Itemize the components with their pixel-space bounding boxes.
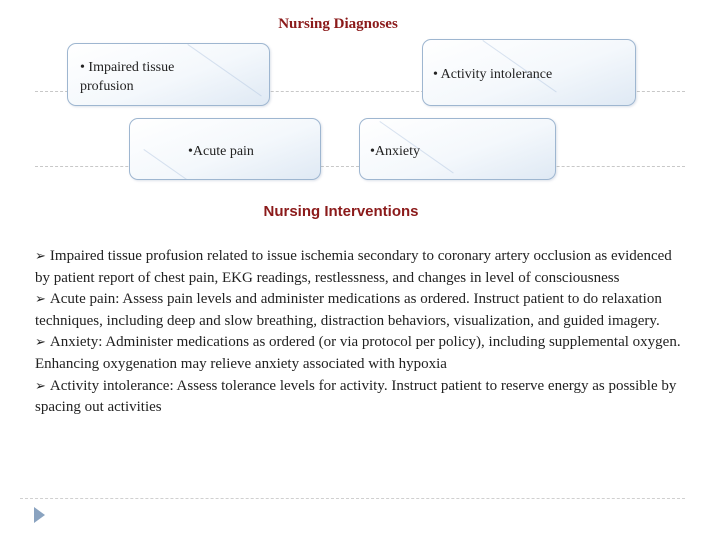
slide-title: Nursing Diagnoses — [278, 16, 398, 32]
arrow-bullet-icon: ➢ — [35, 292, 46, 308]
intervention-item — [35, 376, 685, 419]
diagnosis-box-impaired-tissue — [67, 43, 270, 106]
intervention-item — [35, 289, 685, 332]
diagnosis-label: •Anxiety — [370, 144, 421, 159]
diagnosis-label: • Activity intolerance — [433, 67, 553, 82]
intervention-text: Acute pain: Assess pain levels and administer medications as ordered. Instruct patient to do relaxation techniques, including deep and slow breathing, distraction behaviors, visualization, and guided imagery. — [35, 291, 662, 329]
play-triangle-icon[interactable] — [34, 507, 45, 523]
intervention-text: Impaired tissue profusion related to issue ischemia secondary to coronary artery occlusion as evidenced by patient report of chest pain, EKG readings, restlessness, and changes in level of consciousness — [35, 248, 672, 286]
footer-divider — [20, 498, 685, 499]
arrow-bullet-icon: ➢ — [35, 378, 46, 394]
diagnosis-box-acute-pain — [129, 118, 321, 180]
arrow-bullet-icon: ➢ — [35, 335, 46, 351]
diagnosis-label: •Acute pain — [188, 144, 254, 159]
arrow-bullet-icon: ➢ — [35, 249, 46, 264]
diagnosis-box-anxiety — [359, 118, 556, 180]
diagnosis-box-activity-intolerance — [422, 39, 636, 106]
intervention-item — [35, 246, 685, 289]
diagnosis-label: • Impaired tissue profusion — [80, 60, 175, 94]
intervention-text: Activity intolerance: Assess tolerance levels for activity. Instruct patient to reserve energy as possible by spacing out activities — [35, 377, 677, 416]
intervention-item — [35, 332, 685, 375]
interventions-list — [35, 246, 685, 419]
decorative-sheen — [187, 44, 261, 96]
intervention-text: Anxiety: Administer medications as ordered (or via protocol per policy), including supplemental oxygen. Enhancing oxygenation may relieve anxiety associated with hypoxia — [35, 334, 681, 372]
interventions-title: Nursing Interventions — [263, 203, 419, 220]
